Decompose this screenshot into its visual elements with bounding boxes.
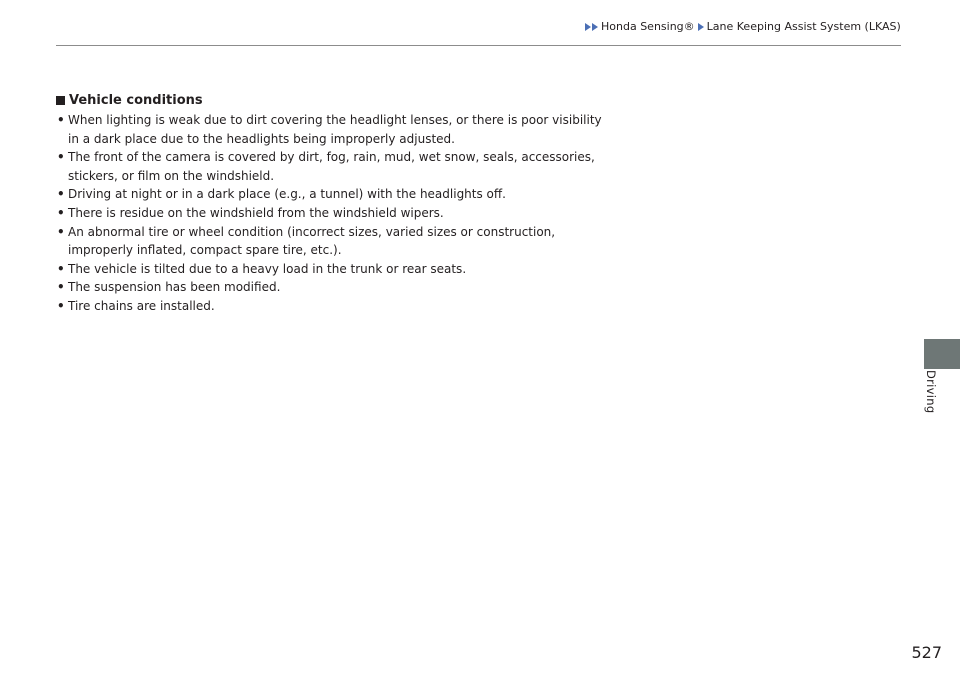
section-title: Vehicle conditions [69,93,203,108]
main-content [56,93,616,316]
square-bullet-icon [56,96,65,105]
list-item: • An abnormal tire or wheel condition (incorrect sizes, varied sizes or construction, improperly inflated, compact spare tire, etc.). [57,224,556,258]
bullet-icon: • [57,280,65,295]
double-arrow-icon [585,23,598,31]
list-item: • The suspension has been modified. [56,278,616,297]
bullet-icon: • [57,150,65,165]
breadcrumb-item-honda-sensing[interactable]: Honda Sensing® [601,20,695,33]
header-divider [56,45,901,46]
condition-list [56,111,616,316]
chapter-label: Driving [924,370,938,414]
list-item: • There is residue on the windshield from the windshield wipers. [56,204,616,223]
page-number: 527 [911,643,942,662]
bullet-icon: • [57,224,65,239]
arrow-icon [698,23,704,31]
bullet-icon: • [57,187,65,202]
breadcrumb [585,20,900,33]
bullet-icon: • [57,298,65,313]
list-item: • When lighting is weak due to dirt covering the headlight lenses, or there is poor visibility in a dark place due to the headlights being improperly adjusted. [57,113,602,146]
list-item: • Driving at night or in a dark place (e.g., a tunnel) with the headlights off. [56,185,616,204]
bullet-icon: • [57,261,65,276]
bullet-icon: • [57,113,65,127]
bullet-icon: • [57,205,65,220]
breadcrumb-item-lkas[interactable]: Lane Keeping Assist System (LKAS) [706,20,901,33]
list-item: • The front of the camera is covered by dirt, fog, rain, mud, wet snow, seals, accessories, stickers, or film on the windshield. [57,150,595,183]
list-item: • Tire chains are installed. [56,297,616,316]
list-item: • The vehicle is tilted due to a heavy load in the trunk or rear seats. [56,260,616,279]
section-heading [56,93,616,108]
chapter-tab[interactable] [924,339,960,369]
